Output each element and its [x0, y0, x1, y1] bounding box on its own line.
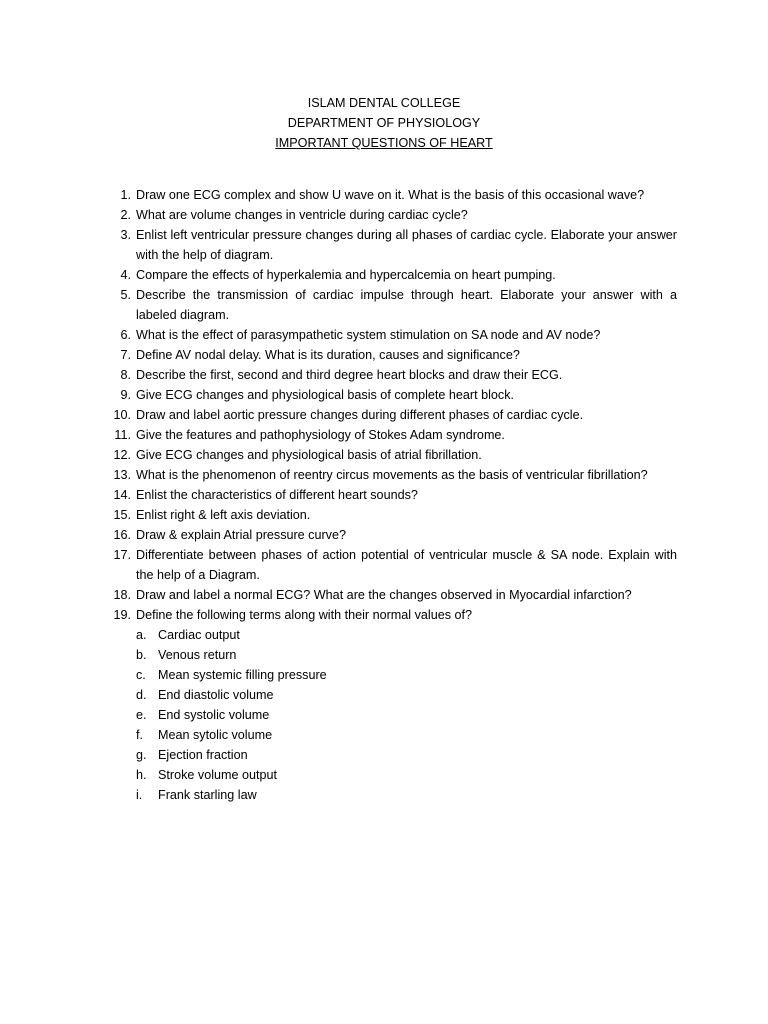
- question-item: [109, 445, 677, 465]
- question-item: [109, 205, 677, 225]
- term-text: Mean sytolic volume: [158, 728, 273, 742]
- term-letter: g.: [136, 748, 147, 762]
- term-text: End diastolic volume: [158, 688, 274, 702]
- questions-list: [109, 185, 677, 805]
- definition-term-item: [136, 745, 677, 765]
- question-number: 4.: [120, 268, 131, 282]
- definition-term-item: [136, 785, 677, 805]
- question-item: [109, 185, 677, 205]
- question-number: 3.: [120, 228, 131, 242]
- question-number: 2.: [120, 208, 131, 222]
- question-text: Enlist the characteristics of different heart sounds?: [136, 488, 418, 502]
- question-number: 12.: [113, 448, 131, 462]
- document-header: [0, 93, 768, 153]
- question-text: Describe the transmission of cardiac impulse through heart. Elaborate your answer with a labeled diagram.: [136, 288, 677, 322]
- term-text: Stroke volume output: [158, 768, 278, 782]
- question-number: 18.: [113, 588, 131, 602]
- question-number: 19.: [113, 608, 131, 622]
- question-number: 6.: [120, 328, 131, 342]
- question-text: What is the phenomenon of reentry circus movements as the basis of ventricular fibrillation?: [136, 468, 648, 482]
- term-letter: i.: [136, 788, 143, 802]
- question-text: Give the features and pathophysiology of Stokes Adam syndrome.: [136, 428, 505, 442]
- definition-term-item: [136, 725, 677, 745]
- term-text: End systolic volume: [158, 708, 270, 722]
- question-item: [109, 385, 677, 405]
- question-item: [109, 225, 677, 265]
- term-letter: a.: [136, 628, 147, 642]
- question-number: 10.: [113, 408, 131, 422]
- question-number: 5.: [120, 288, 131, 302]
- question-item: [109, 425, 677, 445]
- definition-term-item: [136, 705, 677, 725]
- question-number: 17.: [113, 548, 131, 562]
- question-item: [109, 545, 677, 585]
- definition-term-item: [136, 765, 677, 785]
- question-item: [109, 265, 677, 285]
- question-text: Differentiate between phases of action potential of ventricular muscle & SA node. Explain with the help of a Diagram.: [136, 548, 677, 582]
- definition-term-item: [136, 685, 677, 705]
- term-letter: b.: [136, 648, 147, 662]
- question-text: Draw & explain Atrial pressure curve?: [136, 528, 346, 542]
- definition-term-item: [136, 645, 677, 665]
- question-number: 7.: [120, 348, 131, 362]
- question-item: [109, 345, 677, 365]
- term-letter: f.: [136, 728, 143, 742]
- question-number: 9.: [120, 388, 131, 402]
- term-text: Venous return: [158, 648, 237, 662]
- question-text: Define the following terms along with their normal values of?: [136, 608, 473, 622]
- term-text: Frank starling law: [158, 788, 257, 802]
- question-text: Give ECG changes and physiological basis of atrial fibrillation.: [136, 448, 482, 462]
- question-item: [109, 465, 677, 485]
- question-text: What is the effect of parasympathetic system stimulation on SA node and AV node?: [136, 328, 601, 342]
- term-text: Cardiac output: [158, 628, 240, 642]
- question-text: Give ECG changes and physiological basis of complete heart block.: [136, 388, 515, 402]
- document-title: IMPORTANT QUESTIONS OF HEART: [275, 136, 493, 150]
- question-text: Enlist left ventricular pressure changes during all phases of cardiac cycle. Elaborate your answer with the help of diagram.: [136, 228, 677, 262]
- question-number: 14.: [113, 488, 131, 502]
- question-text: Draw and label aortic pressure changes during different phases of cardiac cycle.: [136, 408, 584, 422]
- question-text: Describe the first, second and third degree heart blocks and draw their ECG.: [136, 368, 563, 382]
- question-item: [109, 365, 677, 385]
- term-text: Mean systemic filling pressure: [158, 668, 327, 682]
- term-letter: c.: [136, 668, 146, 682]
- question-item: [109, 405, 677, 425]
- question-text: Define AV nodal delay. What is its duration, causes and significance?: [136, 348, 520, 362]
- question-text: What are volume changes in ventricle during cardiac cycle?: [136, 208, 468, 222]
- question-item: [109, 485, 677, 505]
- definition-term-item: [136, 625, 677, 645]
- question-text: Draw and label a normal ECG? What are the changes observed in Myocardial infarction?: [136, 588, 632, 602]
- question-text: Enlist right & left axis deviation.: [136, 508, 311, 522]
- definition-term-item: [136, 665, 677, 685]
- question-item: [109, 505, 677, 525]
- department-name: DEPARTMENT OF PHYSIOLOGY: [287, 116, 481, 130]
- question-text: Compare the effects of hyperkalemia and hypercalcemia on heart pumping.: [136, 268, 556, 282]
- definition-terms-list: [136, 625, 677, 805]
- question-number: 15.: [113, 508, 131, 522]
- question-number: 13.: [113, 468, 131, 482]
- question-item: [109, 285, 677, 325]
- question-number: 1.: [120, 188, 131, 202]
- term-letter: e.: [136, 708, 147, 722]
- question-item: [109, 525, 677, 545]
- term-text: Ejection fraction: [158, 748, 248, 762]
- question-number: 16.: [113, 528, 131, 542]
- question-number: 11.: [114, 428, 131, 442]
- question-number: 8.: [120, 368, 131, 382]
- term-letter: h.: [136, 768, 147, 782]
- college-name: ISLAM DENTAL COLLEGE: [307, 96, 461, 110]
- question-text: Draw one ECG complex and show U wave on it. What is the basis of this occasional wave?: [136, 188, 645, 202]
- question-item: [109, 325, 677, 345]
- question-item: [109, 605, 677, 805]
- question-item: [109, 585, 677, 605]
- term-letter: d.: [136, 688, 147, 702]
